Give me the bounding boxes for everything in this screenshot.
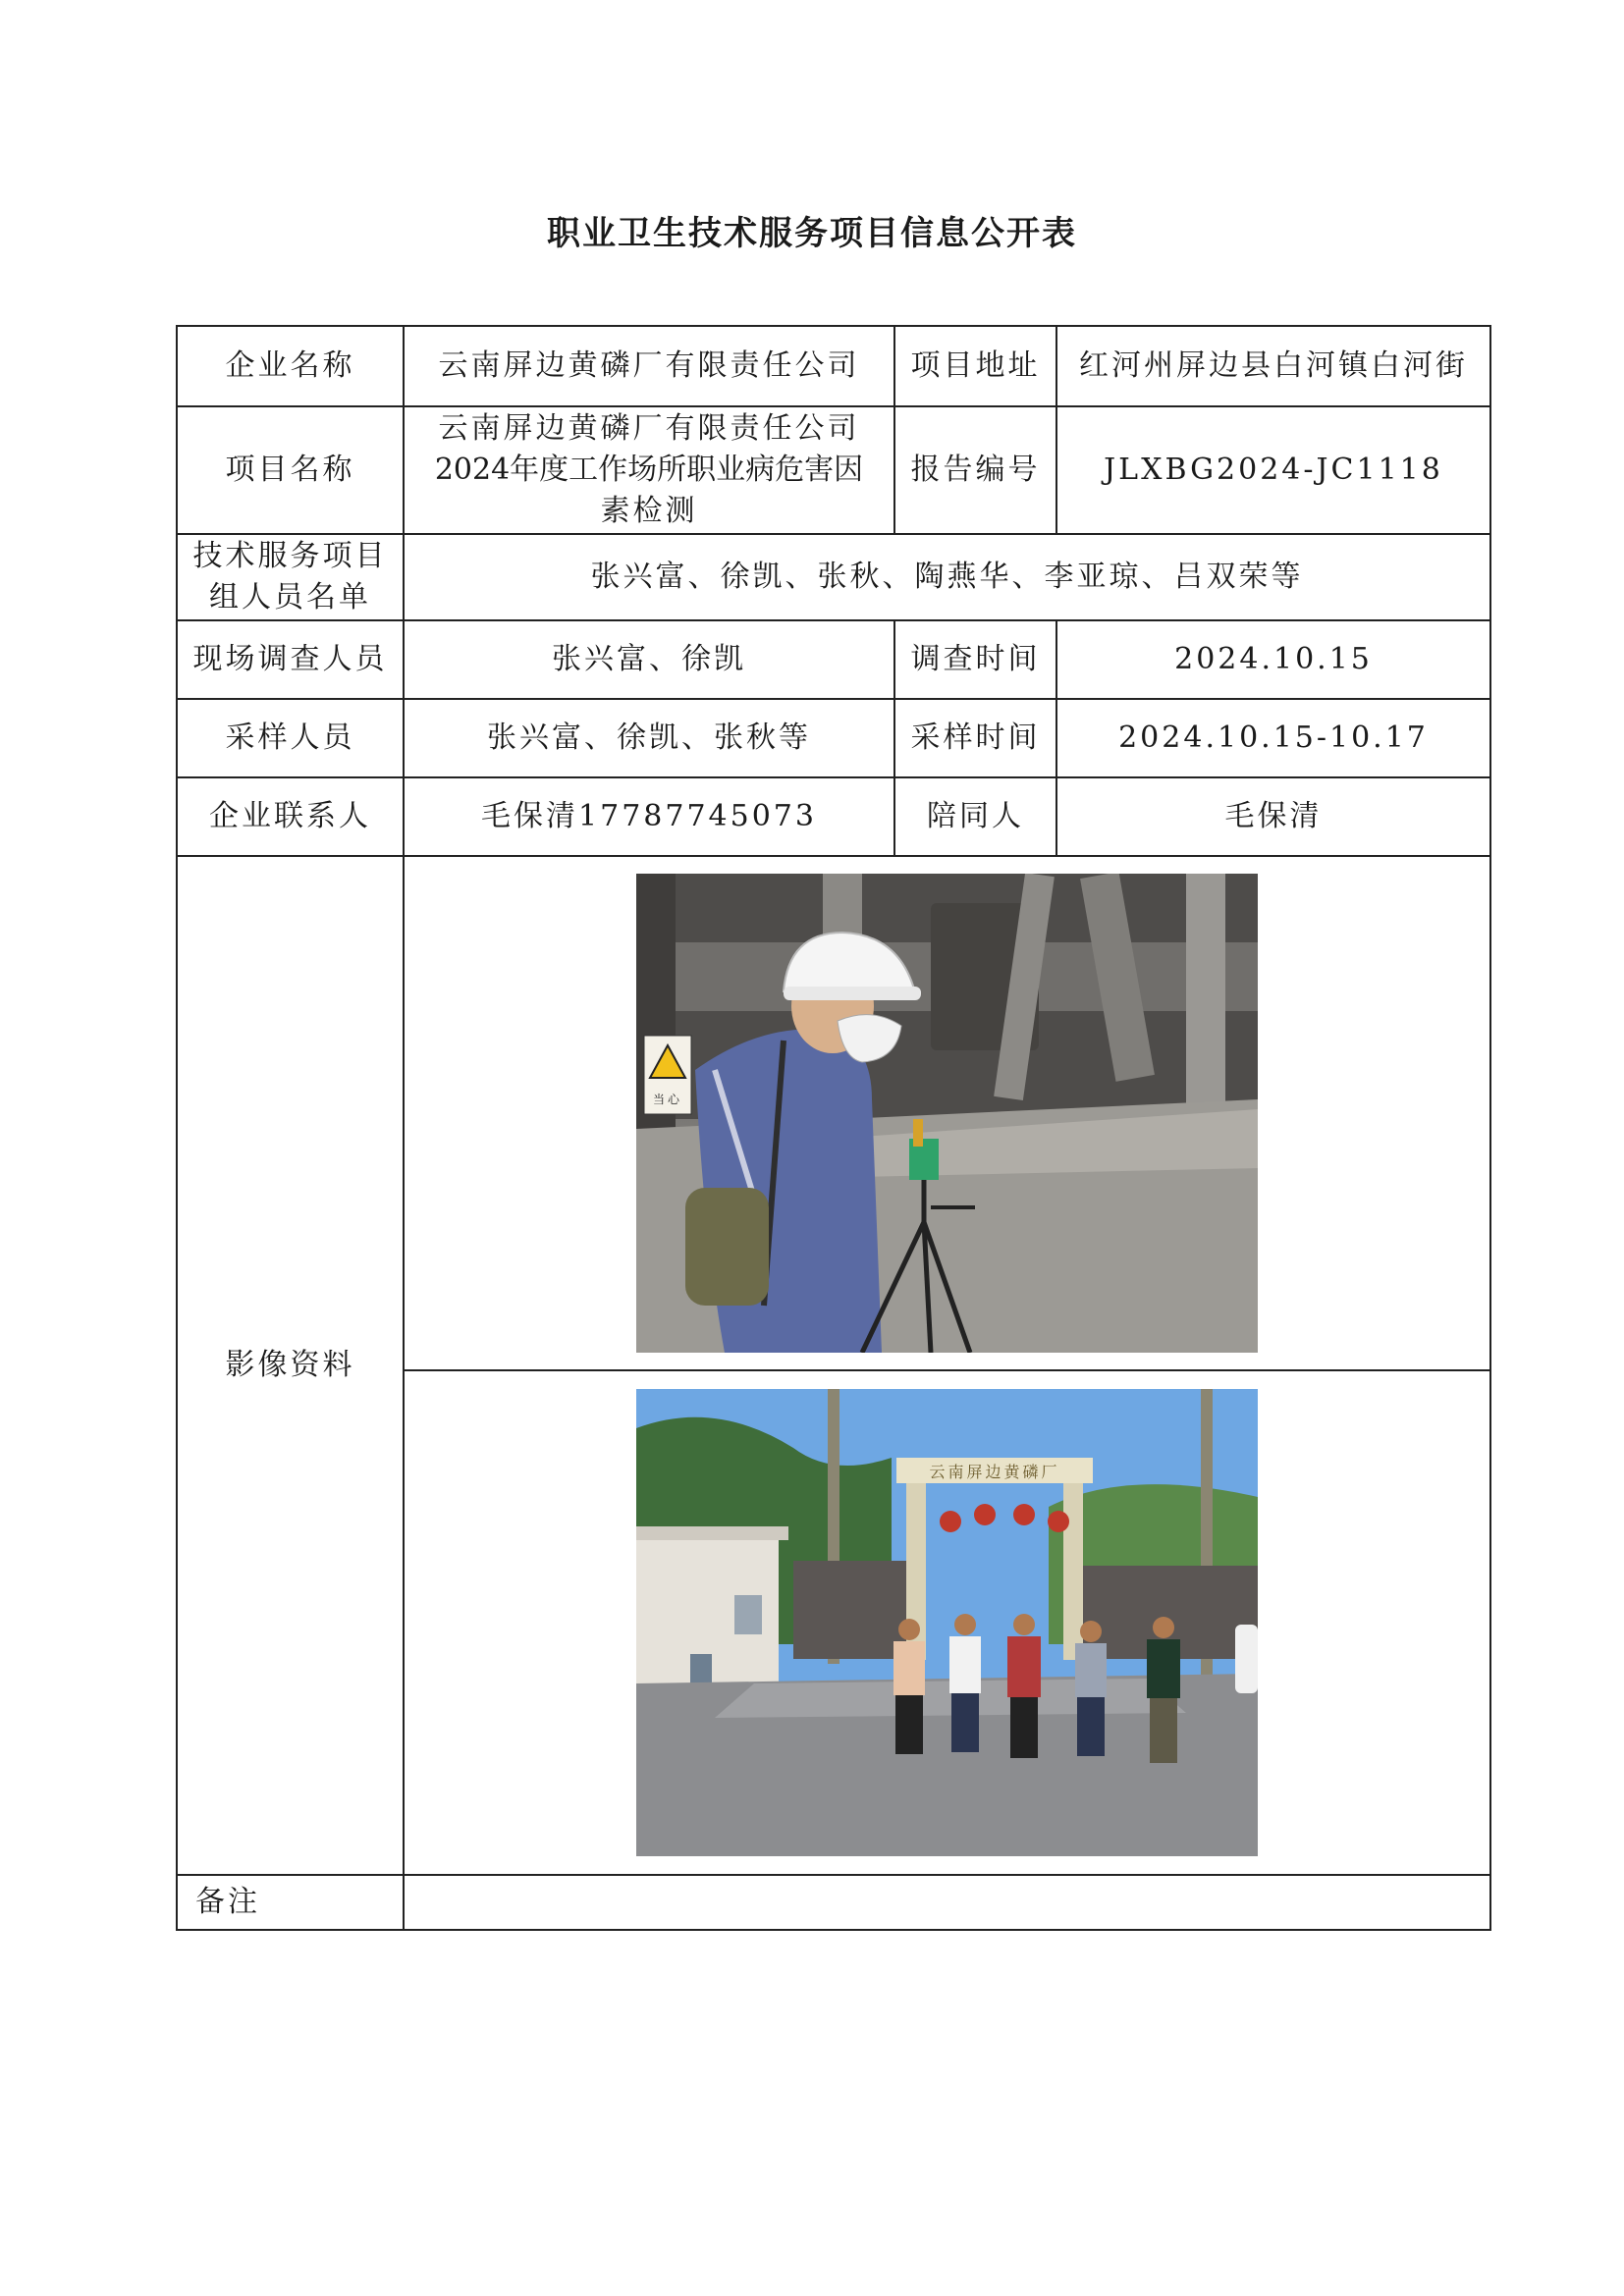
sampling-time-label: 采样时间 [894,699,1056,777]
remarks-value [404,1875,1490,1930]
gate-sign-text: 云南屏边黄磷厂 [929,1463,1060,1481]
group-photo [636,1389,1258,1856]
project-name-line2: 2024年度工作场所职业病危害因 [434,453,864,487]
contact-label: 企业联系人 [177,777,404,856]
survey-time-value: 2024.10.15 [1056,620,1490,699]
project-address-value: 红河州屏边县白河镇白河街 [1056,326,1490,406]
report-no-value: JLXBG2024-JC1118 [1056,406,1490,534]
team-label-line1: 技术服务项目 [192,539,388,573]
team-label [177,534,404,620]
row-sampling [177,699,1490,777]
photo-cell-1 [404,856,1490,1370]
row-contact [177,777,1490,856]
report-no-label: 报告编号 [894,406,1056,534]
survey-time-label: 调查时间 [894,620,1056,699]
sampling-staff-value: 张兴富、徐凯、张秋等 [404,699,894,777]
project-name-value [404,406,894,534]
field-measurement-illustration [636,874,1258,1353]
images-label: 影像资料 [177,856,404,1875]
contact-value: 毛保清17787745073 [404,777,894,856]
project-name-label: 项目名称 [177,406,404,534]
enterprise-name-label: 企业名称 [177,326,404,406]
team-label-line2: 组人员名单 [209,580,371,614]
sampling-time-value: 2024.10.15-10.17 [1056,699,1490,777]
group-photo-illustration [636,1389,1258,1856]
row-remarks [177,1875,1490,1930]
row-image-1 [177,856,1490,1370]
document-title: 职业卫生技术服务项目信息公开表 [547,214,1077,253]
escort-label: 陪同人 [894,777,1056,856]
row-team [177,534,1490,620]
project-address-label: 项目地址 [894,326,1056,406]
row-enterprise [177,326,1490,406]
project-name-line1: 云南屏边黄磷厂有限责任公司 [438,411,860,446]
enterprise-name-value: 云南屏边黄磷厂有限责任公司 [404,326,894,406]
project-name-line3: 素检测 [600,494,698,528]
survey-staff-value: 张兴富、徐凯 [404,620,894,699]
sampling-staff-label: 采样人员 [177,699,404,777]
photo-cell-2 [404,1370,1490,1875]
remarks-label: 备注 [177,1875,404,1930]
row-survey [177,620,1490,699]
info-table [176,325,1491,1931]
team-members-value: 张兴富、徐凯、张秋、陶燕华、李亚琼、吕双荣等 [404,534,1490,620]
warning-sign-text: 当心 [652,1093,683,1106]
row-project [177,406,1490,534]
escort-value: 毛保清 [1056,777,1490,856]
field-measurement-photo [636,874,1258,1353]
survey-staff-label: 现场调查人员 [177,620,404,699]
